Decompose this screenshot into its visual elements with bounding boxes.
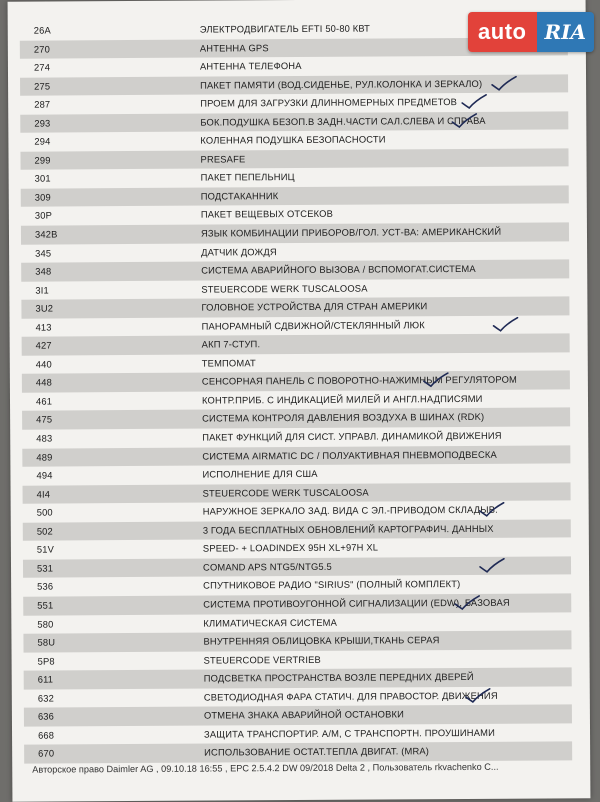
option-code: 4I4 — [36, 488, 51, 500]
handwritten-checkmark-icon — [478, 502, 506, 518]
option-description: ПАКЕТ ВЕЩЕВЫХ ОТСЕКОВ — [200, 208, 333, 221]
handwritten-checkmark-icon — [422, 372, 450, 388]
option-code: 342B — [34, 228, 58, 240]
logo-auto-text: auto — [468, 12, 536, 52]
option-description: СИСТЕМА AIRMATIC DC / ПОЛУАКТИВНАЯ ПНЕВМОПОДВЕСКА — [202, 448, 497, 462]
option-code: 502 — [36, 525, 53, 537]
handwritten-checkmark-icon — [490, 75, 518, 91]
option-code: 299 — [34, 154, 51, 166]
handwritten-checkmark-icon — [453, 595, 481, 611]
option-code: 632 — [37, 692, 54, 704]
footer-copyright: Авторское право Daimler AG , 09.10.18 16:55 , EPC 2.5.4.2 DW 09/2018 Delta 2 , Пользователь rkvachenko С... — [32, 761, 499, 775]
option-description: СВЕТОДИОДНАЯ ФАРА СТАТИЧ. ДЛЯ ПРАВОСТОР. ДВИЖЕНИЯ — [203, 689, 498, 703]
option-description: ИСПОЛЬЗОВАНИЕ ОСТАТ.ТЕПЛА ДВИГАТ. (MRA) — [204, 745, 430, 758]
option-description: НАРУЖНОЕ ЗЕРКАЛО ЗАД. ВИДА С ЭЛ.-ПРИВОДОМ СКЛАДЫВ. — [202, 504, 498, 517]
option-code: 494 — [36, 469, 53, 481]
option-code: 293 — [34, 117, 51, 129]
option-code: 448 — [35, 376, 53, 388]
option-description: ДАТЧИК ДОЖДЯ — [201, 245, 277, 258]
option-code: 440 — [35, 358, 52, 370]
handwritten-checkmark-icon — [478, 558, 506, 574]
option-description: СЕНСОРНАЯ ПАНЕЛЬ С ПОВОРОТНО-НАЖИМНЫМ РЕГУЛЯТОРОМ — [201, 374, 517, 387]
option-code: 3I1 — [35, 284, 49, 296]
option-description: АКП 7-СТУП. — [201, 338, 261, 350]
option-code: 427 — [35, 339, 52, 351]
option-description: 3 ГОДА БЕСПЛАТНЫХ ОБНОВЛЕНИЙ КАРТОГРАФИЧ. ДАННЫХ — [202, 522, 494, 536]
option-code: 51V — [36, 543, 55, 555]
option-code: 580 — [37, 618, 54, 630]
watermark-logo — [468, 12, 594, 52]
option-code: 611 — [37, 673, 54, 685]
option-description: ПАНОРАМНЫЙ СДВИЖНОЙ/СТЕКЛЯННЫЙ ЛЮК — [201, 318, 425, 332]
document-page — [8, 0, 591, 802]
option-code: 5P8 — [37, 655, 55, 667]
option-description: ОТМЕНА ЗНАКА АВАРИЙНОЙ ОСТАНОВКИ — [203, 708, 404, 721]
option-code: 58U — [37, 636, 56, 648]
option-description: ПРОЕМ ДЛЯ ЗАГРУЗКИ ДЛИННОМЕРНЫХ ПРЕДМЕТОВ — [200, 96, 458, 109]
option-description: КЛИМАТИЧЕСКАЯ СИСТЕМА — [203, 616, 338, 629]
logo-ria-text: RIA — [537, 12, 595, 52]
option-description: ВНУТРЕННЯЯ ОБЛИЦОВКА КРЫШИ,ТКАНЬ СЕРАЯ — [203, 634, 440, 647]
option-code: 670 — [38, 747, 55, 759]
option-code: 275 — [34, 80, 51, 92]
option-code: 348 — [35, 265, 52, 277]
handwritten-checkmark-icon — [460, 94, 488, 110]
option-code: 668 — [38, 729, 55, 741]
option-code: 274 — [33, 61, 51, 73]
option-description: ГОЛОВНОЕ УСТРОЙСТВА ДЛЯ СТРАН АМЕРИКИ — [201, 300, 428, 313]
option-code: 294 — [34, 135, 51, 147]
option-description: СИСТЕМА АВАРИЙНОГО ВЫЗОВА / ВСПОМОГАТ.СИСТЕМА — [201, 263, 476, 276]
option-description: ЭЛЕКТРОДВИГАТЕЛЬ EFTI 50-80 КВТ — [199, 22, 371, 35]
option-description: СИСТЕМА ПРОТИВОУГОННОЙ СИГНАЛИЗАЦИИ (EDW), БАЗОВАЯ — [203, 596, 510, 610]
option-code: 26A — [33, 24, 51, 36]
option-description: АНТЕННА ТЕЛЕФОНА — [199, 60, 302, 72]
option-description: SPEED- + LOADINDEX 95H XL+97H XL — [202, 541, 379, 554]
option-code: 345 — [35, 247, 52, 259]
option-description: COMAND APS NTG5/NTG5.5 — [202, 560, 332, 573]
option-code: 461 — [35, 395, 53, 407]
option-description: КОНТР.ПРИБ. С ИНДИКАЦИЕЙ МИЛЕЙ И АНГЛ.НАДПИСЯМИ — [201, 392, 483, 406]
option-code: 531 — [36, 562, 54, 574]
option-description: PRESAFE — [200, 153, 246, 165]
option-code: 30P — [34, 209, 53, 222]
handwritten-checkmark-icon — [450, 113, 478, 129]
option-description: ПАКЕТ ПАМЯТИ (ВОД.СИДЕНЬЕ, РУЛ.КОЛОНКА И ЗЕРКАЛО) — [200, 77, 483, 91]
option-description: ПАКЕТ ПЕПЕЛЬНИЦ — [200, 171, 295, 183]
table-row — [24, 742, 572, 764]
option-description: АНТЕННА GPS — [199, 41, 269, 54]
option-description: STEUERCODE WERK TUSCALOOSA — [202, 486, 369, 499]
option-description: ЗАЩИТА ТРАНСПОРТИР. А/М, С ТРАНСПОРТН. ПРОУШИНАМИ — [204, 726, 495, 740]
option-description: STEUERCODE WERK TUSCALOOSA — [201, 282, 368, 295]
option-description: СИСТЕМА КОНТРОЛЯ ДАВЛЕНИЯ ВОЗДУХА В ШИНАХ (RDK) — [202, 411, 485, 425]
option-code: 301 — [34, 172, 51, 184]
option-code: 287 — [34, 98, 51, 110]
option-description: КОЛЕННАЯ ПОДУШКА БЕЗОПАСНОСТИ — [200, 133, 386, 146]
option-description: ИСПОЛНЕНИЕ ДЛЯ США — [202, 468, 318, 480]
option-code: 475 — [36, 413, 53, 426]
option-code: 636 — [37, 710, 55, 722]
option-description: СПУТНИКОВОЕ РАДИО "SIRIUS" (ПОЛНЫЙ КОМПЛЕКТ) — [203, 578, 461, 591]
option-description: ПОДСТАКАННИК — [200, 190, 279, 202]
option-code: 551 — [37, 599, 54, 611]
option-description: ТЕМПОМАТ — [201, 357, 256, 369]
equipment-code-list — [8, 18, 591, 763]
option-code: 483 — [36, 432, 53, 444]
option-code: 536 — [37, 580, 54, 593]
option-code: 270 — [33, 43, 50, 55]
option-description: ПАКЕТ ФУНКЦИЙ ДЛЯ СИСТ. УПРАВЛ. ДИНАМИКОЙ ДВИЖЕНИЯ — [202, 429, 502, 443]
option-description: STEUERCODE VERTRIEB — [203, 653, 321, 666]
option-description: БОК.ПОДУШКА БЕЗОП.В ЗАДН.ЧАСТИ САЛ.СЛЕВА И СПРАВА — [200, 114, 486, 128]
option-code: 309 — [34, 191, 51, 203]
option-description: ПОДСВЕТКА ПРОСТРАНСТВА ВОЗЛЕ ПЕРЕДНИХ ДВЕРЕЙ — [203, 671, 474, 684]
handwritten-checkmark-icon — [491, 316, 519, 332]
handwritten-checkmark-icon — [464, 688, 492, 704]
option-code: 500 — [36, 506, 53, 518]
option-code: 413 — [35, 321, 52, 333]
option-description: ЯЗЫК КОМБИНАЦИИ ПРИБОРОВ/ГОЛ. УСТ-ВА: АМЕРИКАНСКИЙ — [200, 225, 502, 239]
option-code: 489 — [36, 451, 53, 463]
option-code: 3U2 — [35, 302, 54, 314]
